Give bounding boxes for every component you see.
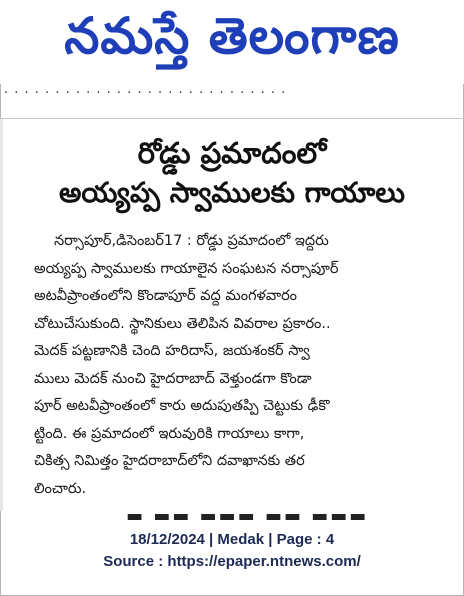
clip-date-edition-page: 18/12/2024 | Medak | Page : 4	[129, 531, 335, 548]
headline-line-1: రోడ్డు ప్రమాదంలో	[137, 136, 327, 170]
article-line: అటవీప్రాంతంలోని కొండాపూర్ వద్ద మంగళవారం	[34, 288, 298, 304]
newspaper-masthead	[0, 0, 464, 84]
masthead-logo: నమస్తే తెలంగాణ	[64, 6, 400, 65]
article-line: చికిత్స నిమిత్తం హైదరాబాద్‌లోని దవాఖానకు తర	[34, 453, 305, 469]
article-body	[34, 228, 446, 503]
headline-line-2: అయ్యప్ప స్వాములకు గాయాలు	[59, 176, 405, 209]
cropped-text-strip	[0, 84, 464, 108]
article-line: అయ్యప్ప స్వాములకు గాయాలైన సంఘటన నర్సాపూర్	[34, 260, 339, 277]
cropped-text-decoration: · · · · · · · · · · · · · · · · · · · · · · · · · · · ·	[4, 86, 287, 101]
article-line: లించారు.	[34, 480, 87, 497]
article-line: ములు మెదక్ నుంచి హైదరాబాద్ వెళ్తుండగా కొండా	[34, 370, 312, 387]
article-line: మెదక్ పట్టణానికి చెంది హరిదాస్, జయశంకర్ స్వా	[34, 343, 310, 359]
article-line: చోటుచేసుకుంది. స్థానికులు తెలిపిన వివరాల ప్రకారం..	[34, 315, 331, 332]
article-line: నర్సాపూర్,డిసెంబర్17 : రోడ్డు ప్రమాదంలో ఇద్దరు	[54, 233, 329, 249]
clip-source-footer	[0, 530, 464, 572]
cropped-next-headline: ▬ ▬▬ ▬▬▬ ▬▬ ▬▬▬	[126, 506, 369, 520]
article-line: పూర్ అటవీప్రాంతంలో కారు అదుపుతప్పి చెట్టుకు ఢీకొ	[34, 398, 330, 414]
article-line: ట్టింది. ఈ ప్రమాదంలో ఇరువురికి గాయాలు కాగా,	[34, 425, 305, 442]
clip-source-url: Source : https://epaper.ntnews.com/	[103, 553, 361, 570]
clipping-top-border	[0, 118, 464, 119]
